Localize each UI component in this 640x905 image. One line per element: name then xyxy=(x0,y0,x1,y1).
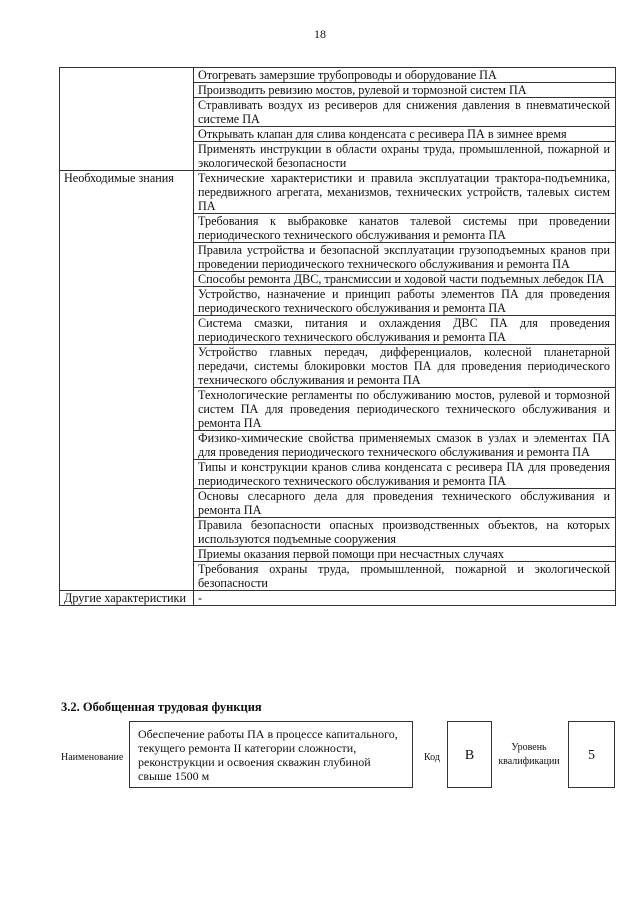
knowledge-item: Устройство, назначение и принцип работы элементов ПА для проведения периодического технического обслуживания и ремонта ПА xyxy=(194,287,616,316)
knowledge-item: Требования к выбраковке канатов талевой системы при проведении периодического технического обслуживания и ремонта ПА xyxy=(194,214,616,243)
knowledge-item: Способы ремонта ДВС, трансмиссии и ходовой части подъемных лебедок ПА xyxy=(194,272,616,287)
requirements-table xyxy=(59,67,616,606)
category-cell-empty xyxy=(60,68,194,171)
qualification-level-label: Уровень квалификации xyxy=(498,742,560,767)
section-title: 3.2. Обобщенная трудовая функция xyxy=(61,700,262,714)
qualification-level-box: 5 xyxy=(568,721,615,788)
knowledge-item: Правила безопасности опасных производственных объектов, на которых используются подъемные сооружения xyxy=(194,518,616,547)
knowledge-item: Устройство главных передач, дифференциалов, колесной планетарной передачи, системы блокировки мостов ПА для проведения периодического технического обслуживания и ремонта ПА xyxy=(194,345,616,388)
knowledge-item: Технологические регламенты по обслуживанию мостов, рулевой и тормозной систем ПА для проведения периодического технического обслуживания и ремонта ПА xyxy=(194,388,616,431)
page-number: 18 xyxy=(314,27,326,41)
skill-item: Применять инструкции в области охраны труда, промышленной, пожарной и экологической безопасности xyxy=(194,142,616,171)
other-characteristics-label: Другие характеристики xyxy=(60,591,194,606)
table-row xyxy=(60,591,616,606)
knowledge-item: Приемы оказания первой помощи при несчастных случаях xyxy=(194,547,616,562)
knowledge-label: Необходимые знания xyxy=(60,171,194,591)
other-characteristics-value: - xyxy=(194,591,616,606)
skill-item: Производить ревизию мостов, рулевой и тормозной систем ПА xyxy=(194,83,616,98)
code-label: Код xyxy=(424,752,440,763)
name-label: Наименование xyxy=(61,752,124,763)
knowledge-item: Физико-химические свойства применяемых смазок в узлах и элементах ПА для проведения периодического технического обслуживания и ремонта ПА xyxy=(194,431,616,460)
code-value-box: В xyxy=(447,721,492,788)
knowledge-item: Требования охраны труда, промышленной, пожарной и экологической безопасности xyxy=(194,562,616,591)
skill-item: Отогревать замерзшие трубопроводы и оборудование ПА xyxy=(194,68,616,83)
table-row xyxy=(60,68,616,83)
knowledge-item: Технические характеристики и правила эксплуатации трактора-подъемника, передвижного агрегата, механизмов, технических устройств, талевых систем ПА xyxy=(194,171,616,214)
skill-item: Стравливать воздух из ресиверов для снижения давления в пневматической системе ПА xyxy=(194,98,616,127)
knowledge-item: Основы слесарного дела для проведения технического обслуживания и ремонта ПА xyxy=(194,489,616,518)
knowledge-item: Система смазки, питания и охлаждения ДВС ПА для проведения периодического технического обслуживания и ремонта ПА xyxy=(194,316,616,345)
knowledge-item: Правила устройства и безопасной эксплуатации грузоподъемных кранов при проведении периодического технического обслуживания и ремонта ПА xyxy=(194,243,616,272)
knowledge-item: Типы и конструкции кранов слива конденсата с ресивера ПА для проведения периодического технического обслуживания и ремонта ПА xyxy=(194,460,616,489)
function-name-box: Обеспечение работы ПА в процессе капитального, текущего ремонта II категории сложности, реконструкции и освоения скважин глубиной свыше 1500 м xyxy=(129,721,413,788)
table-row xyxy=(60,171,616,214)
skill-item: Открывать клапан для слива конденсата с ресивера ПА в зимнее время xyxy=(194,127,616,142)
